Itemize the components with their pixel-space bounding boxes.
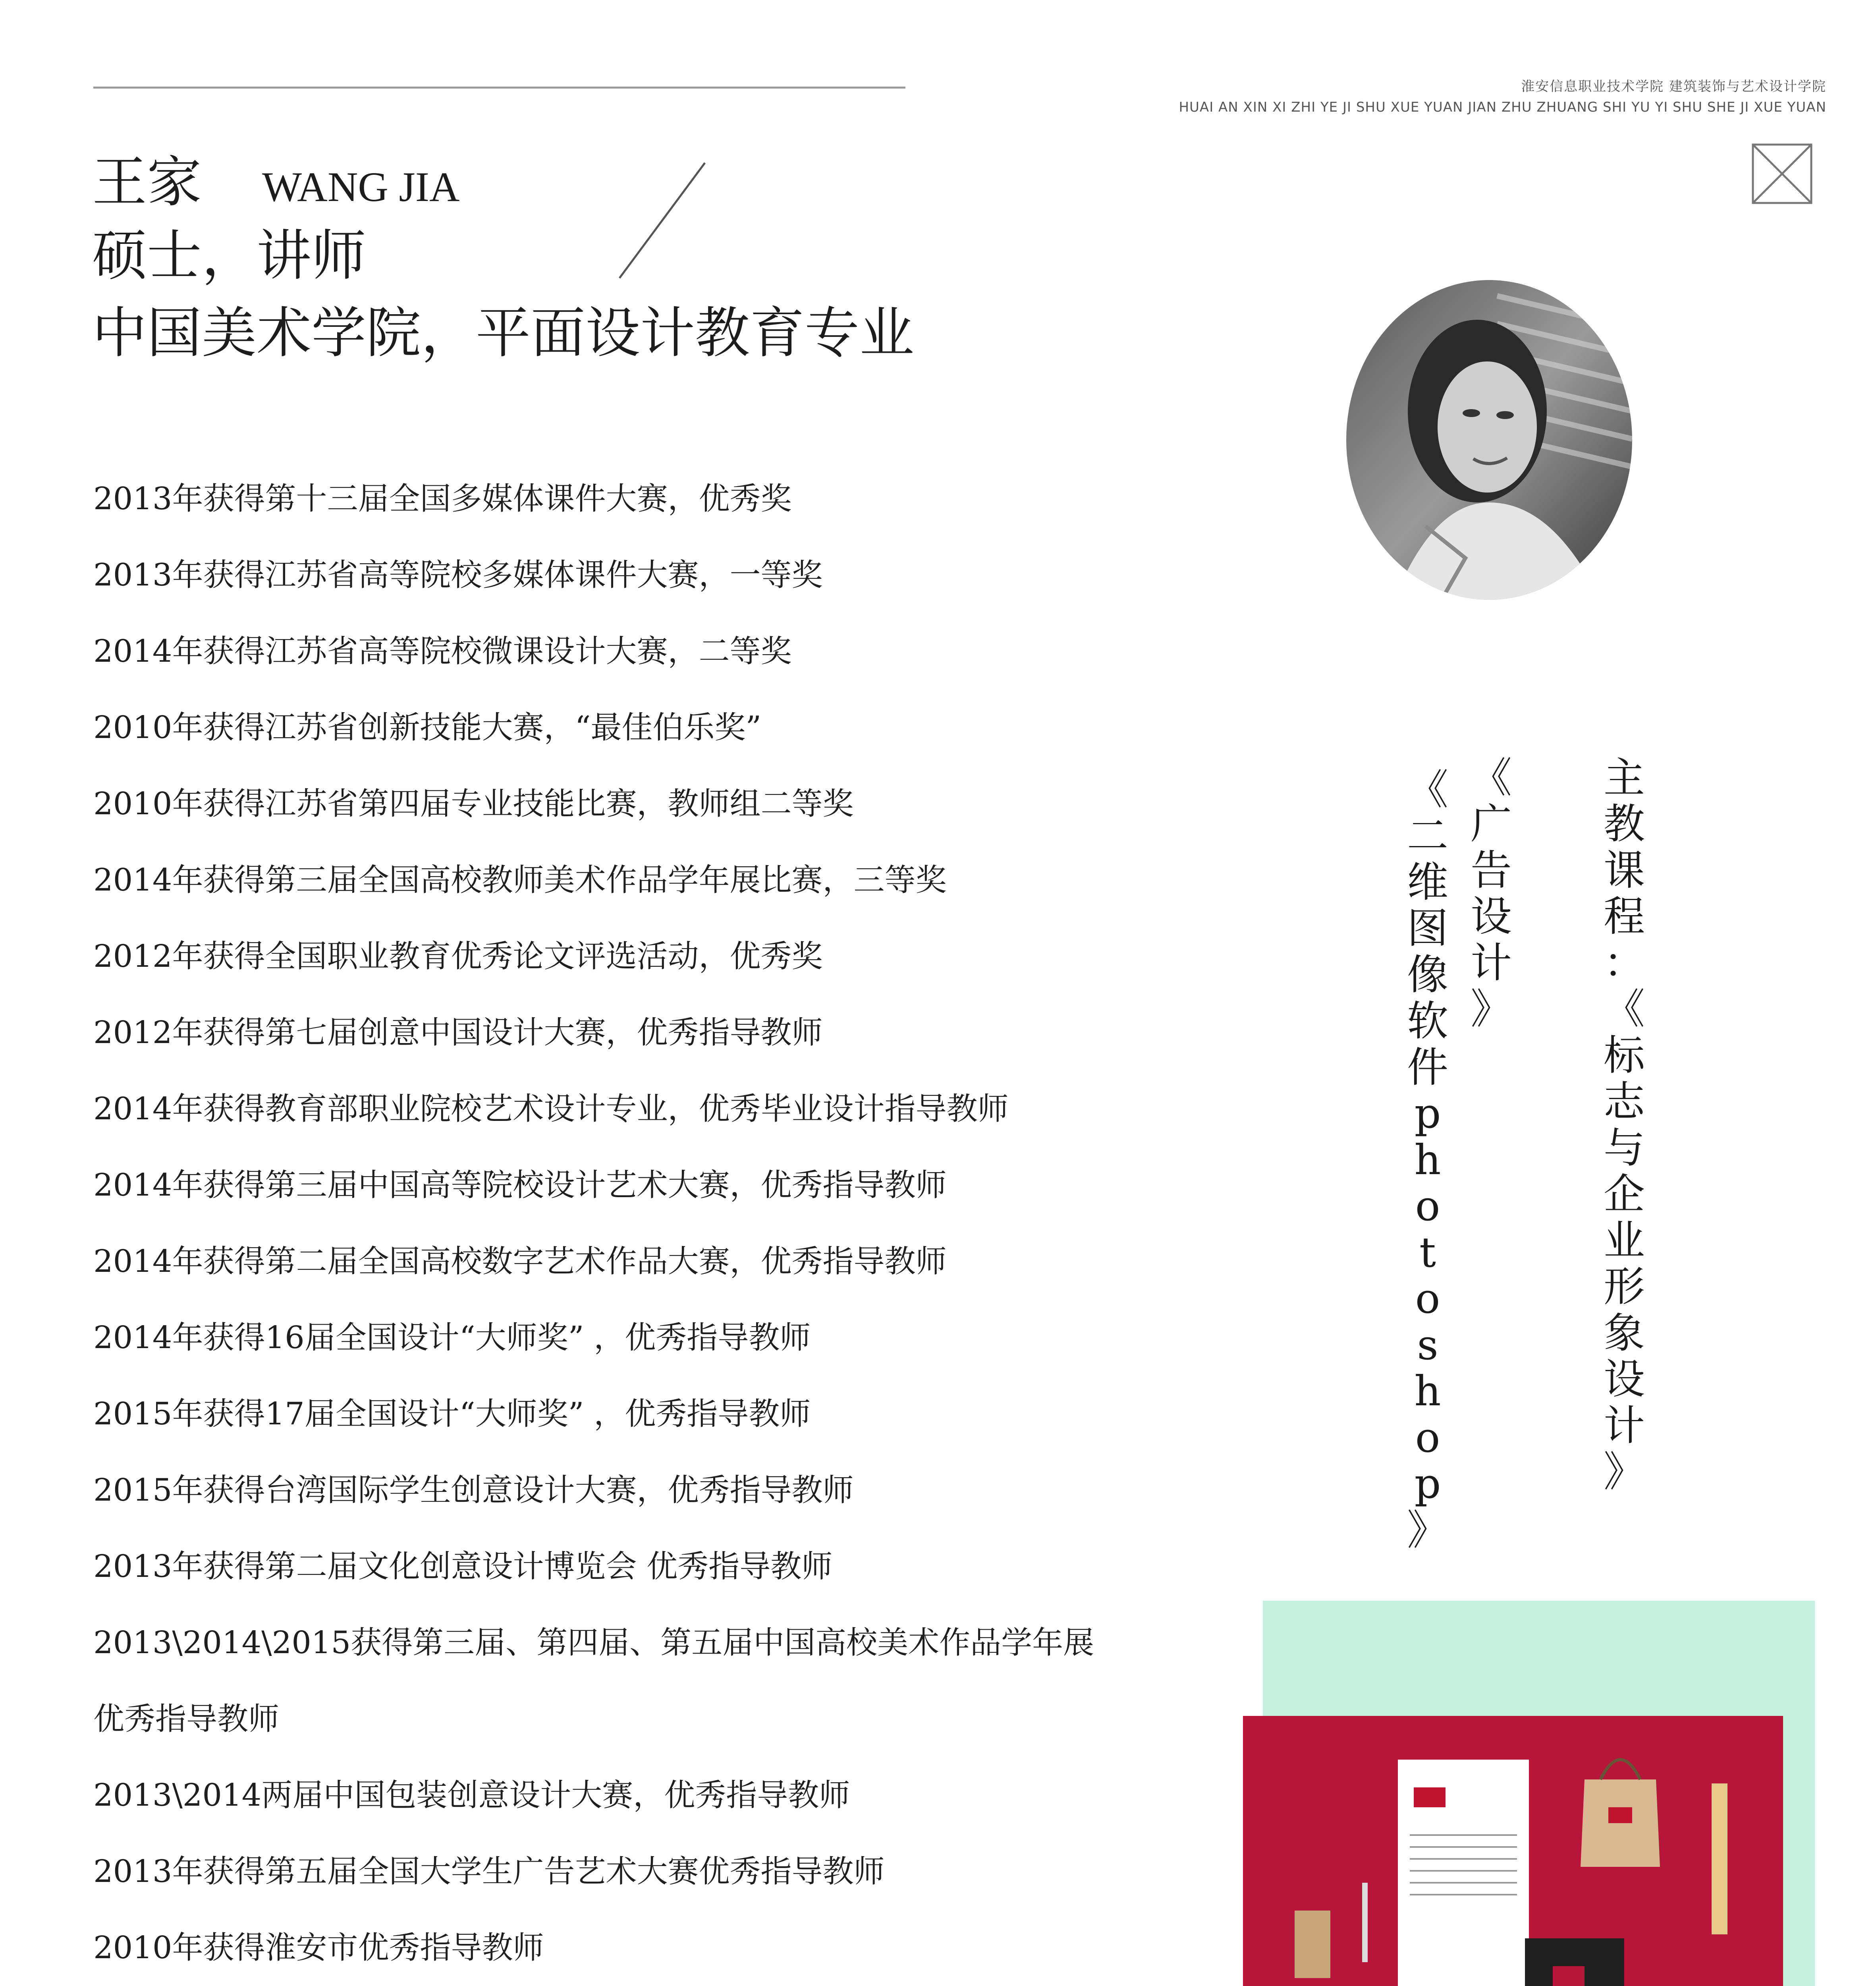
portrait-photo: [1346, 280, 1632, 600]
portrait-image: [1346, 280, 1632, 600]
course-char: 》: [1407, 1505, 1448, 1554]
award-item: 2015年获得台湾国际学生创意设计大赛，优秀指导教师: [93, 1472, 854, 1508]
school-name-en: HUAI AN XIN XI ZHI YE JI SHU XUE YUAN JIAN ZHU ZHUANG SHI YU YI SHU SHE JI XUE YUAN: [1179, 99, 1826, 115]
course-char: 像: [1407, 950, 1448, 999]
course-char: 程: [1603, 892, 1645, 941]
course-char: 《: [1603, 985, 1645, 1034]
course-char: 》: [1603, 1447, 1645, 1496]
course-char: 教: [1603, 800, 1645, 848]
award-item: 2013\2014两届中国包装创意设计大赛，优秀指导教师: [93, 1777, 850, 1813]
award-item: 2010年获得淮安市优秀指导教师: [93, 1930, 544, 1966]
course-char: 企: [1603, 1170, 1645, 1219]
award-item: 2014年获得第二届全国高校数字艺术作品大赛，优秀指导教师: [93, 1244, 947, 1279]
course-char: 软: [1407, 997, 1448, 1045]
course-char: 件: [1407, 1043, 1448, 1092]
course-char: 志: [1603, 1077, 1645, 1126]
course-char: o: [1415, 1413, 1440, 1462]
course-char: 维: [1407, 858, 1448, 906]
degree-title: 硕士，讲师: [92, 224, 367, 288]
course-char: h: [1414, 1135, 1441, 1184]
course-char: 与: [1603, 1123, 1645, 1172]
cross-box-icon: [1751, 143, 1813, 205]
course-char: 主: [1603, 753, 1645, 802]
course-char: o: [1415, 1274, 1440, 1323]
award-item: 优秀指导教师: [93, 1701, 280, 1737]
school-name-cn: 淮安信息职业技术学院 建筑装饰与艺术设计学院: [1521, 79, 1826, 95]
award-item: 2013\2014\2015获得第三届、第四届、第五届中国高校美术作品学年展: [93, 1625, 1094, 1661]
course-char: p: [1414, 1459, 1441, 1508]
award-item: 2010年获得江苏省创新技能大赛，“最佳伯乐奖”: [93, 710, 762, 746]
school-major: 中国美术学院，平面设计教育专业: [92, 301, 915, 365]
course-char: 广: [1470, 800, 1512, 848]
award-item: 2014年获得江苏省高等院校微课设计大赛，二等奖: [93, 634, 792, 669]
course-char: 图: [1407, 904, 1448, 953]
course-char: 设: [1470, 892, 1512, 941]
courses-column-photoshop: [1406, 767, 1449, 1553]
course-char: 计: [1603, 1401, 1645, 1450]
course-char: 《: [1470, 753, 1512, 802]
award-item: 2012年获得全国职业教育优秀论文评选活动，优秀奖: [93, 939, 823, 974]
course-char: o: [1415, 1182, 1440, 1231]
course-char: 计: [1470, 938, 1512, 987]
course-char: p: [1414, 1089, 1441, 1138]
course-char: 《: [1407, 765, 1448, 814]
course-char: s: [1417, 1320, 1438, 1369]
title-slash-divider: [612, 159, 731, 290]
award-item: 2012年获得第七届创意中国设计大赛，优秀指导教师: [93, 1015, 823, 1051]
name-en: WANG JIA: [262, 164, 460, 210]
top-rule: [93, 87, 905, 89]
work-photo-identity: [1243, 1716, 1783, 1986]
course-char: ：: [1603, 938, 1645, 987]
course-char: 二: [1407, 811, 1448, 860]
course-char: 标: [1603, 1031, 1645, 1080]
course-char: h: [1414, 1367, 1441, 1416]
courses-column-advertising: [1469, 755, 1513, 1032]
award-item: 2010年获得江苏省第四届专业技能比赛，教师组二等奖: [93, 786, 854, 822]
course-char: 象: [1603, 1308, 1645, 1357]
courses-column-main: [1602, 755, 1646, 1495]
award-item: 2014年获得第三届中国高等院校设计艺术大赛，优秀指导教师: [93, 1167, 947, 1203]
name-cn: 王家: [92, 150, 202, 214]
course-char: 设: [1603, 1355, 1645, 1404]
course-char: 形: [1603, 1262, 1645, 1311]
award-item: 2014年获得第三届全国高校教师美术作品学年展比赛，三等奖: [93, 862, 947, 898]
course-char: 告: [1470, 846, 1512, 894]
award-item: 2013年获得第五届全国大学生广告艺术大赛优秀指导教师: [93, 1854, 885, 1889]
award-item: 2013年获得江苏省高等院校多媒体课件大赛，一等奖: [93, 557, 823, 593]
course-char: 课: [1603, 846, 1645, 894]
award-item: 2013年获得第十三届全国多媒体课件大赛，优秀奖: [93, 481, 792, 517]
course-char: t: [1419, 1228, 1436, 1277]
awards-list: [93, 461, 1107, 1986]
award-item: 2014年获得16届全国设计“大师奖” ，优秀指导教师: [93, 1320, 811, 1356]
identity-mockup-image: [1243, 1716, 1783, 1986]
course-char: 》: [1470, 985, 1512, 1034]
award-item: 2014年获得教育部职业院校艺术设计专业，优秀毕业设计指导教师: [93, 1091, 1009, 1127]
course-char: 业: [1603, 1216, 1645, 1265]
award-item: 2013年获得第二届文化创意设计博览会 优秀指导教师: [93, 1549, 833, 1584]
award-item: 2015年获得17届全国设计“大师奖” ，优秀指导教师: [93, 1396, 811, 1432]
